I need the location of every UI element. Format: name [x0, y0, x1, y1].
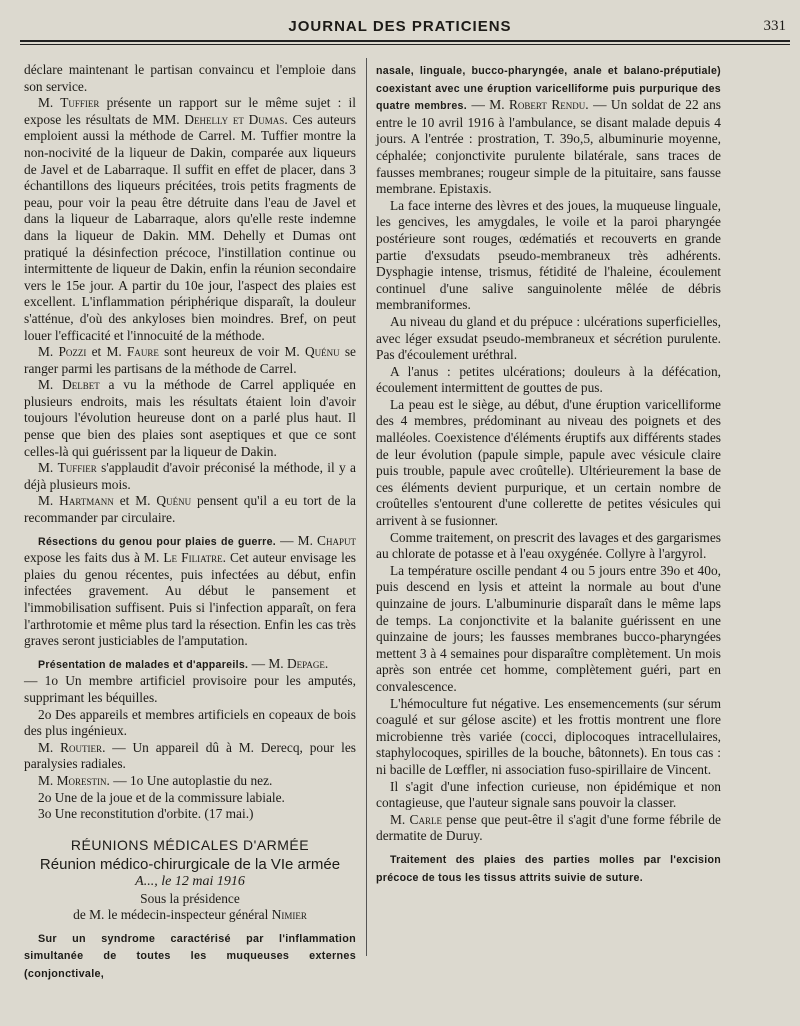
right-column — [376, 62, 721, 886]
text-run: M. — [38, 344, 59, 360]
text-run: pensent qu'il a eu tort de la recommander par circulaire. — [24, 493, 357, 526]
paragraph — [24, 773, 356, 790]
author-name: Le Filiatre — [163, 550, 223, 566]
article-title: nasale, linguale, bucco-pharyngée, anale et balano-préputiale) coexistant avec une éruption varicelliforme puis purpurique des quatre membres. — [376, 65, 721, 113]
paragraph — [376, 62, 721, 198]
article-heading — [24, 930, 356, 983]
list-item: 3o Une reconstitution d'orbite. (17 mai.) — [38, 806, 254, 822]
column-divider — [366, 58, 367, 956]
text-run: — M. — [276, 532, 318, 548]
paragraph — [24, 344, 356, 377]
author-name: Nimier — [271, 907, 307, 923]
text-run: — M. — [248, 655, 287, 671]
author-name: Quénu — [304, 344, 340, 360]
paragraph — [24, 95, 356, 344]
text-run: . — Un soldat de 22 ans entre le 10 avril 1916 à l'ambulance, se disant malade depuis 4 jours. A l'entrée : prostration, T. 39o,5, albuminurie moyenne, céphalée; conjonctivite purulente bilatérale, sans traces de fausses membranes; rougeur simple de la pituitaire, sans fausse membrane. Epistaxis. — [376, 97, 721, 197]
text-run: M. — [38, 493, 60, 509]
president-line — [24, 907, 356, 924]
paragraph: A l'anus : petites ulcérations; douleurs à la défécation, écoulement intermittent de gouttes de pus. — [376, 363, 721, 396]
paragraph — [24, 740, 356, 773]
author-name: Chaput — [317, 532, 356, 548]
text-run: et M. — [113, 493, 157, 509]
page-header — [0, 12, 800, 38]
paragraph: La face interne des lèvres et des joues, la muqueuse linguale, les gencives, les amygdales, le voile et la paroi pharyngée postérieure sont rouges, œdématiés et recouverts en grande partie d'exsudats pseudo-membraneux très adhérents. Dysphagie intense, trismus, fétidité de l'haleine, écoulement continuel d'une salive sanguinolente mêlée de débris membraniformes. — [376, 197, 721, 313]
article-title: Sur un syndrome caractérisé par l'inflammation simultanée de toutes les muqueuses externes (conjonctivale, — [24, 932, 356, 980]
author-name: Pozzi — [58, 344, 87, 360]
author-name: Depage — [286, 655, 325, 671]
author-name: Dehelly et Dumas — [184, 111, 285, 127]
header-rule-thin — [20, 44, 790, 45]
text-run: . — 1o Une autoplastie du nez. — [106, 772, 273, 788]
text-run: M. — [38, 460, 58, 476]
text-run: s'applaudit d'avoir préconisé la méthode, il y a déjà plusieurs mois. — [24, 460, 356, 492]
author-name: Hartmann — [59, 493, 114, 509]
text-run: de M. le médecin-inspecteur général — [73, 907, 272, 923]
presidence-line: Sous la présidence — [140, 890, 240, 906]
list-item: 2o Des appareils et membres artificiels en copeaux de bois des plus ingénieux. — [24, 706, 356, 739]
author-name: Tuffier — [57, 460, 97, 476]
article-title: Traitement des plaies des parties molles par l'excision précoce de tous les tissus attrits suivie de suture. — [376, 853, 721, 884]
paragraph — [24, 493, 356, 526]
paragraph: L'hémoculture fut négative. Les ensemencements (sur sérum coagulé et sur gélose ascite) et les frottis montrent une flore microbienne très variée (cocci, diplocoques intracellulaires, staphylocoques, spirilles de la bouche, bâtonnets). En tous cas : ni bacille de Lœffler, ni association fuso-spirillaire de Vincent. — [376, 695, 721, 777]
paragraph — [376, 812, 721, 845]
paragraph: Au niveau du gland et du prépuce : ulcérations superficielles, avec léger exsudat pseudo-membraneux et sécrétion purulente. Pas d'écoulement uréthral. — [376, 313, 721, 363]
paragraph — [24, 656, 356, 674]
text-run: présente un rapport sur le même sujet : il expose les résultats de MM. — [24, 95, 356, 127]
text-run: M. — [390, 811, 410, 827]
author-name: Quénu — [156, 493, 192, 509]
header-rule-thick — [20, 40, 790, 42]
text-run: sont heureux de voir M. — [158, 344, 305, 360]
section-heading: Résections du genou pour plaies de guerre. — [38, 535, 277, 548]
paragraph: La peau est le siège, au début, d'une éruption varicelliforme des 4 membres, prédominant au niveau des poignets et des malléoles. Coexistence d'éléments éruptifs aux différents stades de leur évolution (papule simple, papule avec vésicule claire puis trouble, papule avec croûtelle). Ultérieurement la base de ces éléments devient purpurique, et un certain nombre de croûtelles s'entourent d'une collerette de petites vésicules qui arrivent à se fusionner. — [376, 396, 721, 529]
text-run: M. — [38, 772, 57, 788]
section-heading: Présentation de malades et d'appareils. — [38, 658, 249, 671]
text-run: se ranger parmi les partisans de la méthode de Carrel. — [24, 344, 356, 376]
author-name: Morestin — [56, 772, 107, 788]
list-item: 2o Une de la joue et de la commissure labiale. — [38, 789, 285, 805]
section-title: RÉUNIONS MÉDICALES D'ARMÉE — [70, 836, 310, 853]
page-number: 331 — [763, 18, 786, 34]
text-run: . Cet auteur envisage les plaies du genou récentes, puis infectées au début, enfin infectées gravement. Au début le pansement et l'immobilisation suffisent. Puis si l'infection apparaît, on fera l'arthrotomie et même plus tard la résection. Enfin les cas très graves seront justiciables de l'amputation. — [24, 550, 357, 649]
paragraph — [24, 460, 356, 493]
text-run: . Ces auteurs emploient aussi la méthode de Carrel. M. Tuffier montre la non-nocivité de la liqueur de Dakin, comparée aux liqueurs de Javel et de Labarraque. Il suffit en effet de placer, dans 3 échantillons des liqueurs précitées, trois petits fragments de peau, pour voir la peau être détruite dans l'eau de Javel et dans la liqueur de Labarraque, alors qu'elle reste indemne dans la liqueur de Dakin. MM. Dehelly et Dumas ont pratiqué la désinfection précoce, l'instillation continue ou intermittente de liqueur de Dakin, enfin la réunion secondaire vers le 15e jour. A partir du 10e jour, l'aspect des plaies est excellent. L'inflammation périphérique disparaît, la douleur s'atténue, d'où des ankyloses bien moindres. Bref, on peut louer l'efficacité et l'innocuité de la méthode. — [24, 111, 356, 343]
list-item: — 1o Un membre artificiel provisoire pour les amputés, supprimant les béquilles. — [24, 673, 356, 705]
author-name: Delbet — [62, 377, 100, 393]
left-column — [24, 62, 356, 982]
meeting-title: Réunion médico-chirurgicale de la VIe armée — [39, 856, 341, 874]
paragraph — [24, 377, 356, 460]
text-run: et M. — [86, 344, 127, 360]
text-run: a vu la méthode de Carrel appliquée en plusieurs endroits, mais les résultats étaient loin d'avoir toujours l'évolution heureuse dont on a parlé plus haut. Il pense que bien des plaies sont aseptiques et que ce sont celles-là qui guérissent par la liqueur de Dakin. — [24, 377, 356, 459]
author-name: M. Tuffier — [38, 95, 100, 111]
paragraph — [24, 533, 356, 650]
journal-title: JOURNAL DES PRATICIENS — [288, 18, 512, 35]
place-date: A..., le 12 mai 1916 — [135, 873, 245, 889]
text-run: M. — [38, 739, 61, 755]
author-name: Routier — [60, 739, 103, 755]
author-name: Carle — [409, 811, 442, 827]
article-heading — [376, 851, 721, 886]
text-run: M. — [38, 377, 63, 393]
paragraph: déclare maintenant le partisan convaincu et l'emploie dans son service. — [24, 62, 356, 94]
paragraph: La température oscille pendant 4 ou 5 jours entre 39o et 40o, puis descend en lysis et atteint la normale au bout d'une quinzaine de jours. L'albuminurie disparaît dans le même laps de temps. La conjonctivite et la balanite guérissent en une quinzaine de jours; les fausses membranes bucco-pharyngées mettent 3 à 4 semaines pour disparaître complètement. Un mois après son entrée cet homme, complètement guéri, part en convalescence. — [376, 562, 721, 694]
paragraph: Il s'agit d'une infection curieuse, non épidémique et non contagieuse, que l'auteur signale sans pouvoir la classer. — [376, 778, 721, 811]
author-name: Faure — [126, 344, 159, 360]
paragraph: Comme traitement, on prescrit des lavages et des gargarismes au chlorate de potasse et à l'eau oxygénée. Collyre à l'argyrol. — [376, 529, 721, 562]
author-name: Robert Rendu — [509, 97, 586, 113]
text-run: . — Un appareil dû à M. Derecq, pour les paralysies radiales. — [24, 739, 356, 772]
text-run: pense que peut-être il s'agit d'une forme fébrile de dermatite de Duruy. — [376, 811, 721, 844]
text-run: — M. — [466, 97, 509, 113]
text-run: expose les faits dus à M. — [24, 550, 164, 566]
text-run: . — [324, 655, 329, 671]
